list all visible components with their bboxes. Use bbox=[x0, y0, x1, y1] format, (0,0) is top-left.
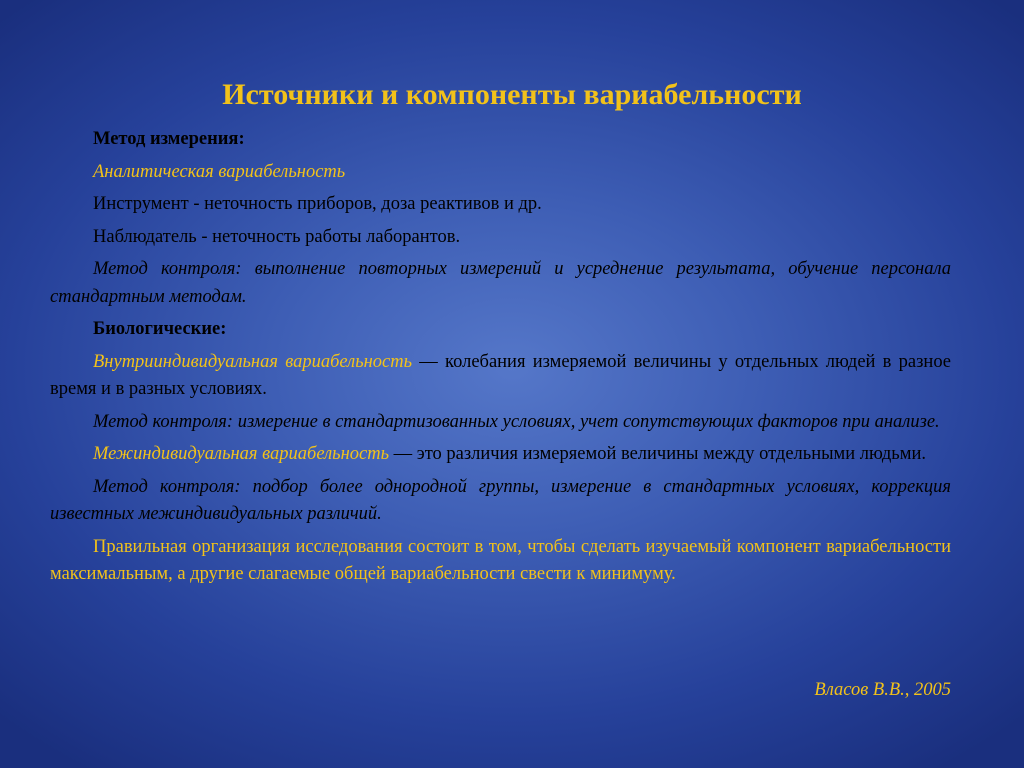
instrument-line: Инструмент - неточность приборов, доза реактивов и др. bbox=[93, 194, 542, 214]
inter-control: Метод контроля: подбор более однородной группы, измерение в стандартных условиях, коррекция известных межиндивидуальных различий. bbox=[50, 476, 951, 524]
inter-definition: — это различия измеряемой величины между отдельными людьми. bbox=[389, 444, 926, 464]
intra-term: Внутрииндивидуальная вариабельность bbox=[93, 351, 413, 372]
intra-definition: — колебания измеряемой величины у отдельных людей в разное время и в разных условиях. bbox=[50, 351, 951, 399]
slide-title: Источники и компоненты вариабельности bbox=[222, 78, 802, 111]
intra-control: Метод контроля: измерение в стандартизованных условиях, учет сопутствующих факторов при анализе. bbox=[93, 411, 940, 432]
slide-content bbox=[50, 126, 951, 594]
observer-line: Наблюдатель - неточность работы лаборантов. bbox=[93, 226, 461, 247]
method-control-analytic: Метод контроля: выполнение повторных измерений и усреднение результата, обучение персонала стандартным методам. bbox=[50, 259, 951, 307]
method-heading: Метод измерения: bbox=[93, 129, 245, 149]
inter-paragraph bbox=[50, 441, 951, 469]
citation-signature: Власов В.В., 2005 bbox=[814, 680, 951, 700]
intra-paragraph bbox=[50, 349, 951, 404]
inter-term: Межиндивидуальная вариабельность bbox=[93, 444, 389, 464]
conclusion: Правильная организация исследования состоит в том, чтобы сделать изучаемый компонент вариабельности максимальным, а другие слагаемые общей вариабельности свести к минимуму. bbox=[50, 536, 951, 584]
biological-heading: Биологические: bbox=[93, 319, 227, 339]
analytic-variability: Аналитическая вариабельность bbox=[93, 161, 346, 182]
